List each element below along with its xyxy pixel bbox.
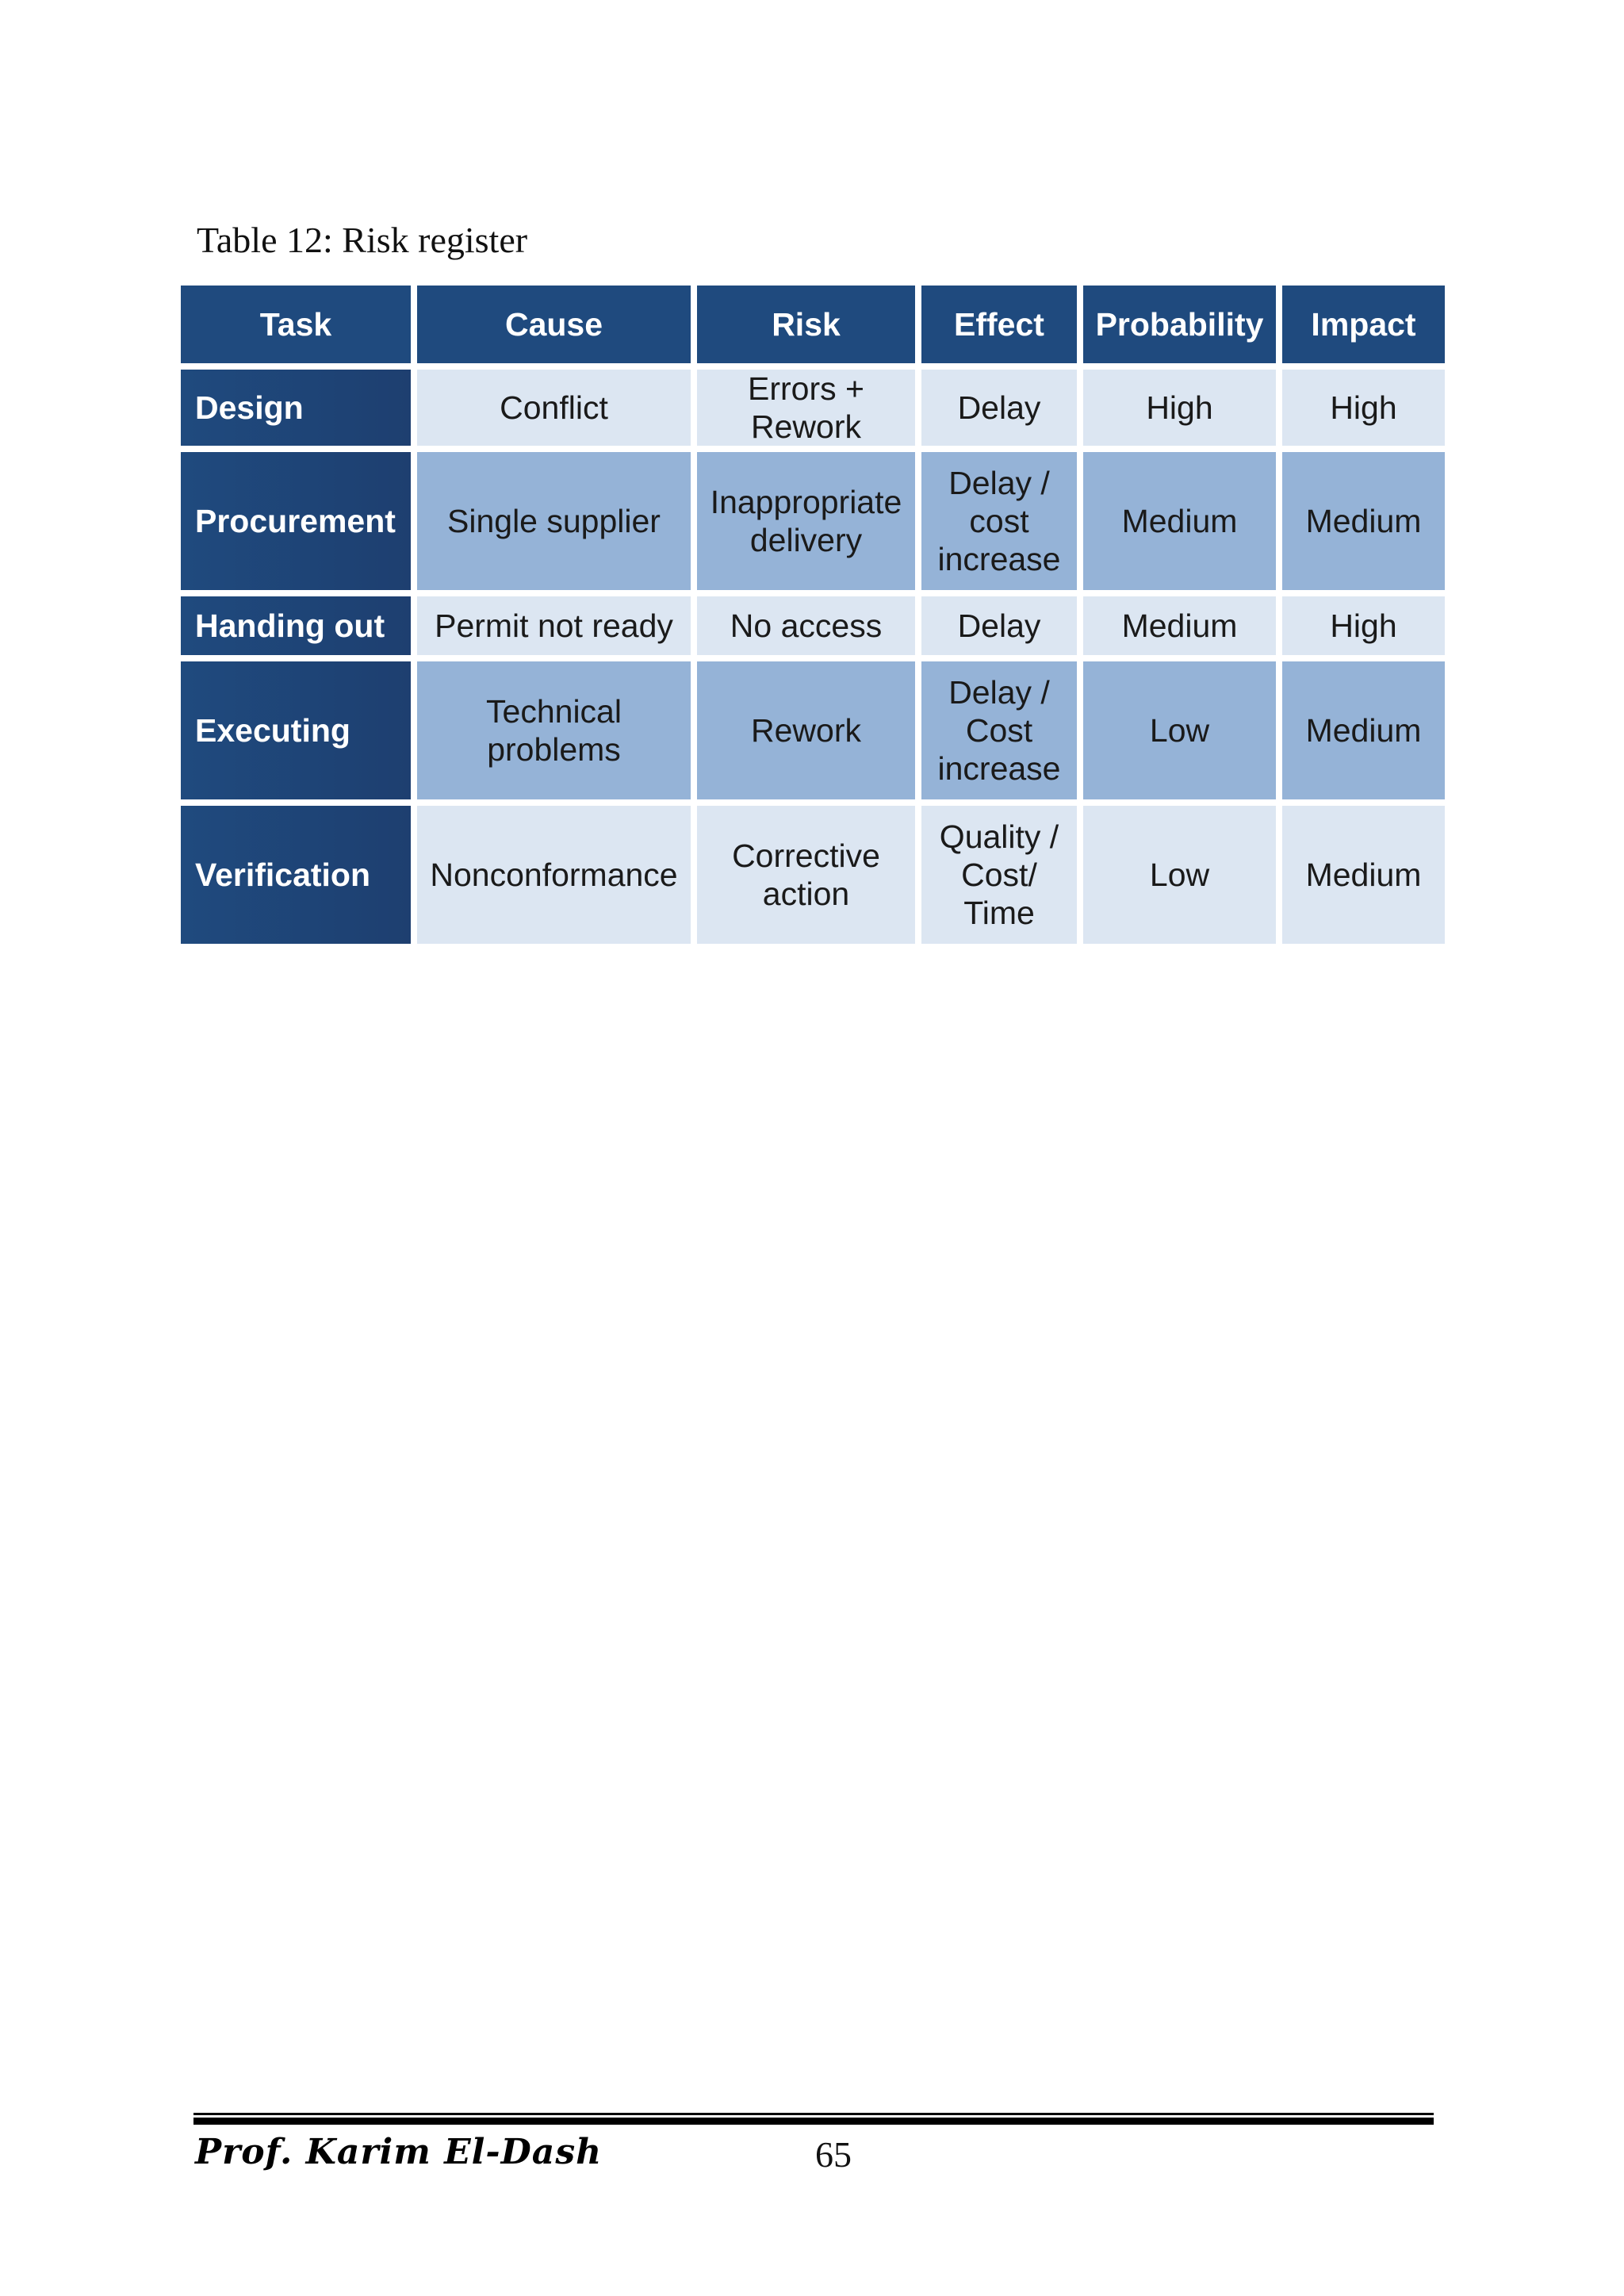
header-probability: Probability [1083, 286, 1276, 363]
table-row [181, 661, 1445, 799]
table-caption: Table 12: Risk register [197, 220, 528, 260]
cause-cell: Technical problems [417, 661, 691, 799]
header-task: Task [181, 286, 411, 363]
task-cell: Executing [181, 661, 411, 799]
page-number: 65 [815, 2134, 852, 2175]
impact-cell: Medium [1282, 661, 1445, 799]
cause-cell: Permit not ready [417, 596, 691, 655]
header-effect: Effect [921, 286, 1077, 363]
probability-cell: Medium [1083, 596, 1276, 655]
table-row [181, 596, 1445, 655]
effect-cell: Delay / cost increase [921, 452, 1077, 590]
effect-cell: Delay / Cost increase [921, 661, 1077, 799]
cause-cell: Conflict [417, 370, 691, 446]
table-header-row [181, 286, 1445, 363]
risk-cell: Rework [697, 661, 915, 799]
task-cell: Verification [181, 806, 411, 944]
table-row [181, 806, 1445, 944]
cause-cell: Single supplier [417, 452, 691, 590]
footer-rule [193, 2113, 1434, 2115]
probability-cell: Low [1083, 661, 1276, 799]
footer-author: Prof. Karim El-Dash [195, 2132, 603, 2172]
header-impact: Impact [1282, 286, 1445, 363]
effect-cell: Quality / Cost/ Time [921, 806, 1077, 944]
footer-rule-thick [193, 2118, 1434, 2125]
risk-cell: Corrective action [697, 806, 915, 944]
impact-cell: High [1282, 370, 1445, 446]
impact-cell: Medium [1282, 806, 1445, 944]
probability-cell: High [1083, 370, 1276, 446]
task-cell: Design [181, 370, 411, 446]
effect-cell: Delay [921, 370, 1077, 446]
task-cell: Handing out [181, 596, 411, 655]
effect-cell: Delay [921, 596, 1077, 655]
risk-cell: Errors + Rework [697, 370, 915, 446]
table-row [181, 370, 1445, 446]
risk-cell: Inappropriate delivery [697, 452, 915, 590]
table-row [181, 452, 1445, 590]
header-risk: Risk [697, 286, 915, 363]
header-cause: Cause [417, 286, 691, 363]
impact-cell: High [1282, 596, 1445, 655]
cause-cell: Nonconformance [417, 806, 691, 944]
probability-cell: Medium [1083, 452, 1276, 590]
probability-cell: Low [1083, 806, 1276, 944]
risk-register-table [174, 279, 1451, 950]
risk-cell: No access [697, 596, 915, 655]
task-cell: Procurement [181, 452, 411, 590]
impact-cell: Medium [1282, 452, 1445, 590]
